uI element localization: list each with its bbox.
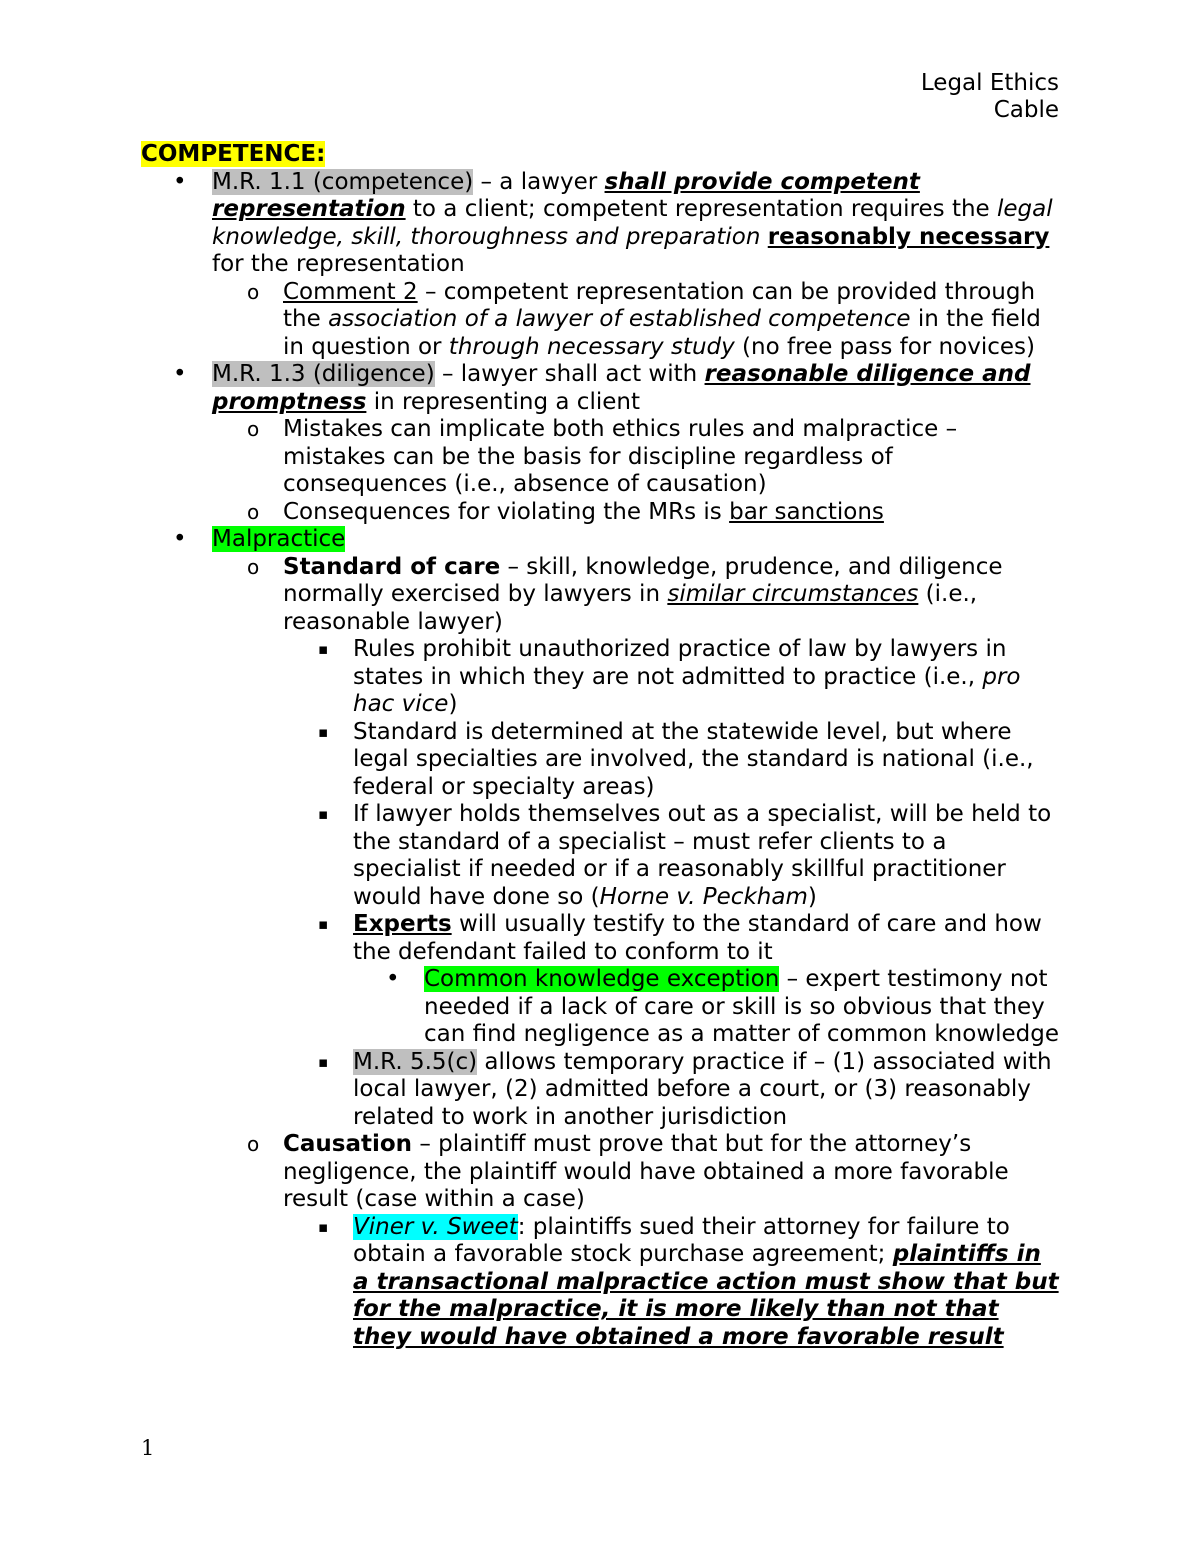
list-item-malpractice: [141, 526, 1061, 554]
circle-bullet-icon: o: [247, 1132, 260, 1156]
heading-highlight: COMPETENCE:: [141, 141, 326, 167]
header-author: Cable: [993, 97, 1059, 123]
list-item-standard-of-care: o Standard of care – skill, knowledge, prudence, and diligence normally exercised by lawyers in similar circumstances (i.e., reasonable lawyer): [247, 553, 1003, 635]
list-item-rules-prohibit: ▪ Rules prohibit unauthorized practice of law by lawyers in states in which they are not admitted to practice (i.e., pro hac vice): [318, 636, 1021, 717]
list-item-mistakes: o Mistakes can implicate both ethics rules and malpractice – mistakes can be the basis for discipline regardless of consequences (i.e., absence of causation): [247, 416, 958, 497]
page-number: 1: [141, 1436, 155, 1460]
square-bullet-icon: ▪: [318, 805, 329, 823]
document-body: [141, 141, 1061, 1351]
square-bullet-icon: ▪: [318, 915, 329, 933]
list-item-specialist: ▪ If lawyer holds themselves out as a specialist, will be held to the standard of a specialist – must refer clients to a specialist if needed or if a reasonably skillful practitioner would have done so (Horne v. Peckham): [318, 801, 1052, 910]
rule-citation: M.R. 1.1 (competence): [212, 168, 474, 195]
list-item-common-knowledge: • Common knowledge exception – expert testimony not needed if a lack of care or skill is so obvious that they can find negligence as a matter of common knowledge: [386, 966, 1060, 1047]
list-item-viner: ▪ Viner v. Sweet: plaintiffs sued their attorney for failure to obtain a favorable stock purchase agreement; plaintiffs in a transactional malpractice action must show that but for the malpractice, it is more likely than not that they would have obtained a more favorable result: [318, 1213, 1059, 1350]
square-bullet-icon: ▪: [318, 722, 329, 741]
topic-highlight: Malpractice: [212, 526, 346, 552]
bullet-icon: •: [173, 168, 187, 195]
case-name-highlight: Viner v. Sweet: [353, 1213, 518, 1240]
bullet-icon: •: [173, 361, 187, 387]
emphasis-text: shall provide competent representation: [212, 168, 920, 222]
rule-citation: M.R. 5.5(c): [353, 1048, 478, 1075]
bullet-icon: •: [173, 526, 187, 552]
square-bullet-icon: ▪: [318, 640, 329, 658]
section-heading: [141, 141, 1061, 169]
list-item-statewide: ▪ Standard is determined at the statewide level, but where legal specialties are involved, the standard is national (i.e., federal or specialty areas): [318, 718, 1034, 800]
square-bullet-icon: ▪: [318, 1217, 329, 1236]
circle-bullet-icon: o: [247, 417, 260, 441]
rule-citation: M.R. 1.3 (diligence): [212, 361, 435, 387]
list-item-mr-1-1: • M.R. 1.1 (competence) – a lawyer shall provide competent representation to a client; competent representation requires the legal knowledge, skill, thoroughness and preparation reasonably necessary for the representation: [173, 168, 1053, 277]
topic-highlight: Common knowledge exception: [424, 966, 780, 992]
list-item-comment-2: o Comment 2 – competent representation can be provided through the association of a lawyer of established competence in the field in question or through necessary study (no free pass for novices): [247, 278, 1041, 360]
bullet-icon: •: [386, 966, 400, 992]
header-course: Legal Ethics: [920, 70, 1059, 96]
circle-bullet-icon: o: [247, 554, 260, 579]
emphasis-text: reasonable diligence and promptness: [212, 361, 1031, 415]
list-item-mr-5-5: ▪ M.R. 5.5(c) allows temporary practice if – (1) associated with local lawyer, (2) admitted before a court, or (3) reasonably related to work in another jurisdiction: [318, 1048, 1052, 1130]
circle-bullet-icon: o: [247, 279, 260, 304]
emphasis-text: reasonably necessary: [767, 223, 1050, 250]
list-item-causation: o Causation – plaintiff must prove that but for the attorney’s negligence, the plaintiff would have obtained a more favorable result (case within a case): [247, 1131, 1009, 1212]
list-item-experts: ▪ Experts will usually testify to the standard of care and how the defendant failed to conform to it: [318, 911, 1042, 965]
circle-bullet-icon: o: [247, 499, 260, 524]
square-bullet-icon: ▪: [318, 1052, 329, 1071]
document-header: [921, 70, 1059, 124]
list-item-mr-1-3: • M.R. 1.3 (diligence) – lawyer shall act with reasonable diligence and promptness in representing a client: [173, 361, 1031, 415]
list-item-consequences: o Consequences for violating the MRs is bar sanctions: [247, 498, 884, 525]
emphasis-text: plaintiffs in a transactional malpractice action must show that but for the malpractice, it is more likely than not that they would have obtained a more favorable result: [353, 1241, 1059, 1350]
